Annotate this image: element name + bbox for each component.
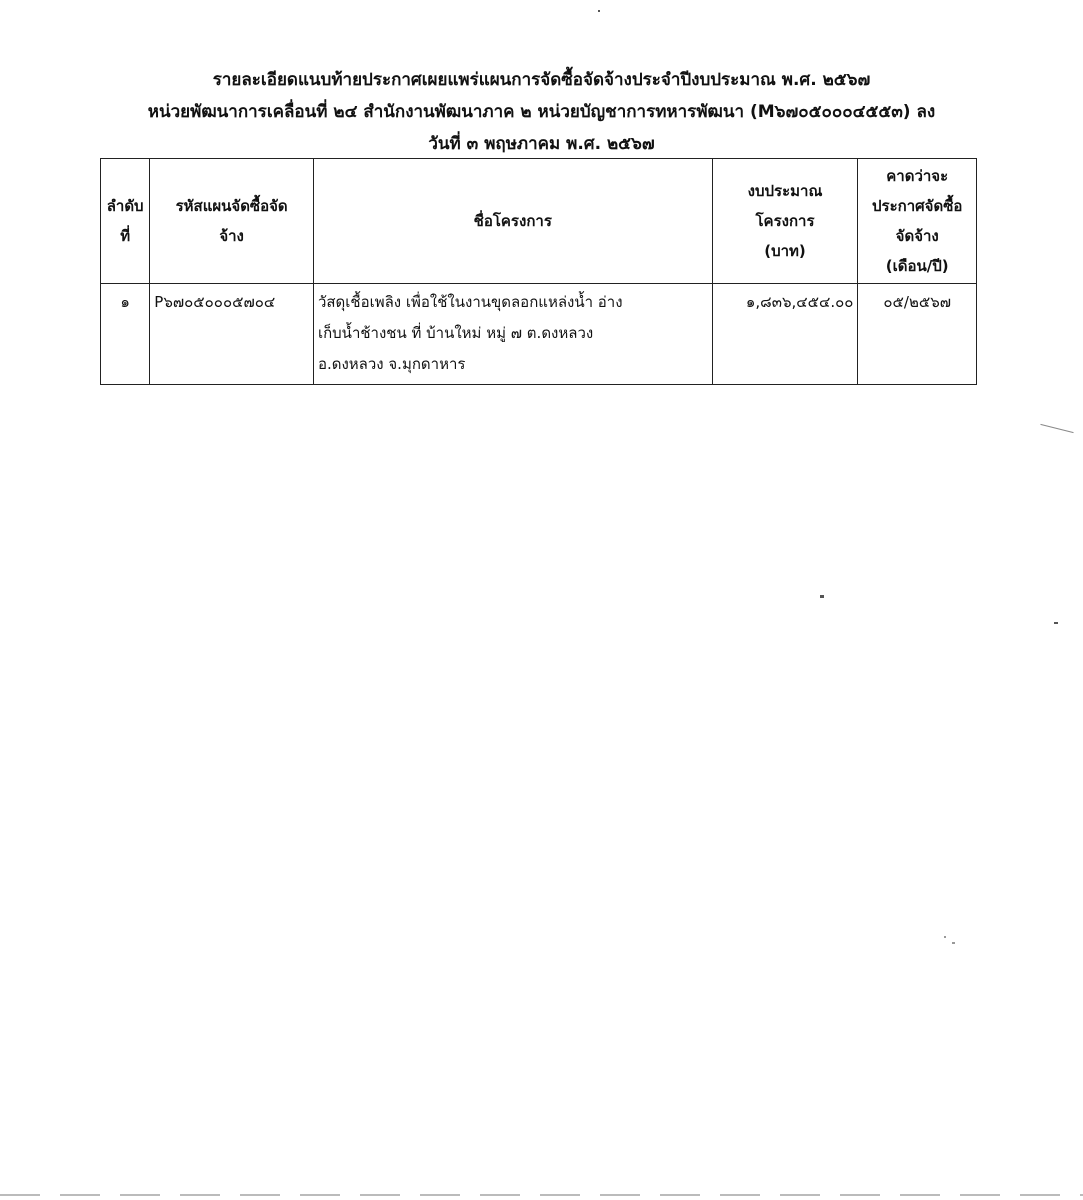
document-title-line-2: หน่วยพัฒนาการเคลื่อนที่ ๒๔ สำนักงานพัฒนาภาค ๒ หน่วยบัญชาการทหารพัฒนา (M๖๗๐๕๐๐๐๔๕๕๓) ลง: [147, 102, 936, 122]
scan-speck: [820, 595, 824, 598]
document-title-line-1: รายละเอียดแนบท้ายประกาศเผยแพร่แผนการจัดซื้อจัดจ้างประจำปีงบประมาณ พ.ศ. ๒๕๖๗: [212, 70, 871, 90]
header-line: ชื่อโครงการ: [473, 212, 552, 230]
scan-speck: [1040, 424, 1073, 433]
scan-speck: [1054, 622, 1058, 624]
project-name-line: เก็บน้ำช้างชน ที่ บ้านใหม่ หมู่ ๗ ต.ดงหลวง: [317, 324, 594, 342]
table-header-row: [101, 159, 977, 284]
table-row: [101, 284, 977, 385]
header-line: ที่: [120, 227, 131, 245]
scan-bottom-edge: [0, 1194, 1083, 1196]
procurement-plan-table: [100, 158, 977, 385]
header-line: (เดือน/ปี): [885, 257, 949, 275]
document-title-line-3: วันที่ ๓ พฤษภาคม พ.ศ. ๒๕๖๗: [428, 134, 655, 154]
project-name-line: วัสดุเชื้อเพลิง เพื่อใช้ในงานขุดลอกแหล่งน้ำ อ่าง: [317, 293, 623, 311]
project-name-line: อ.ดงหลวง จ.มุกดาหาร: [317, 355, 466, 373]
header-line: จัดจ้าง: [895, 227, 939, 245]
row-budget: ๑,๘๓๖,๔๕๔.๐๐: [712, 284, 858, 385]
row-plan-code: P๖๗๐๕๐๐๐๕๗๐๔: [150, 284, 314, 385]
header-line: จ้าง: [219, 227, 244, 245]
header-sequence-no: [101, 159, 150, 284]
header-line: งบประมาณ: [747, 182, 823, 200]
scan-speck: [944, 936, 946, 938]
row-project-name: [313, 284, 712, 385]
header-project-name: [313, 159, 712, 284]
row-sequence-no: ๑: [101, 284, 150, 385]
header-budget: [712, 159, 858, 284]
row-expected-month: ๐๕/๒๕๖๗: [858, 284, 977, 385]
scan-speck: [952, 942, 955, 944]
scan-speck: [598, 10, 600, 12]
header-line: คาดว่าจะ: [886, 167, 949, 185]
header-line: (บาท): [764, 242, 806, 260]
header-expected-month: [858, 159, 977, 284]
header-line: ประกาศจัดซื้อ: [872, 197, 963, 215]
header-line: รหัสแผนจัดซื้อจัด: [175, 197, 288, 215]
header-line: โครงการ: [755, 212, 815, 230]
header-plan-code: [150, 159, 314, 284]
header-line: ลำดับ: [106, 197, 144, 215]
